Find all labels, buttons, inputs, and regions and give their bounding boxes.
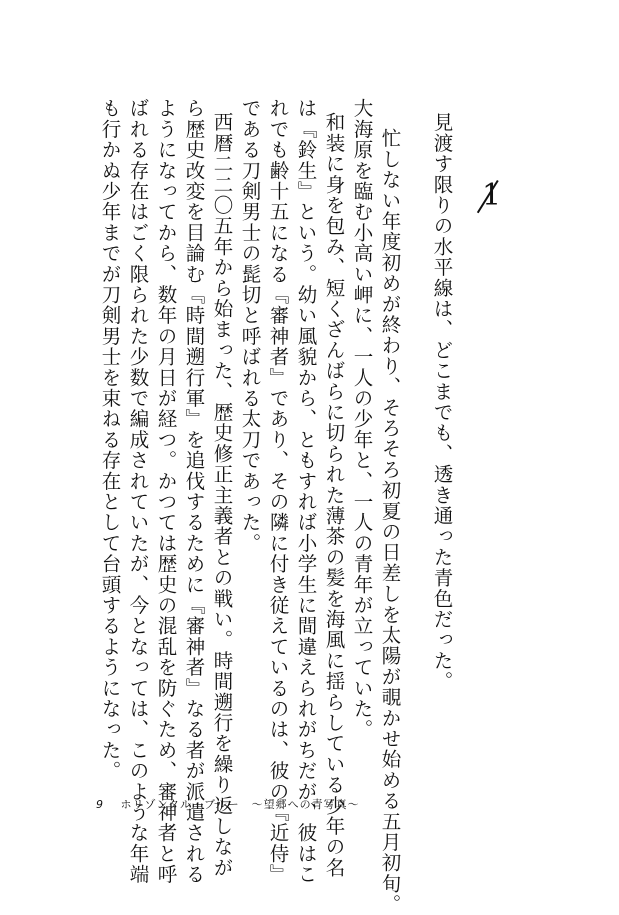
text-column-8: 西暦二二〇五年から始まった、歴史修正主義者との戦い。時間遡行を繰り返しなが (210, 112, 234, 878)
text-column-10: ようになってから、数年の月日が経つ。かつては歴史の混乱を防ぐため、審神者と呼 (154, 98, 178, 885)
chapter-number: 1 (482, 178, 504, 213)
text-column-11: ばれる存在はごく限られた少数で編成されていたが、今となっては、このような年端 (126, 98, 150, 885)
text-column-9: ら歴史改変を目論む『時間遡行軍』を追伐するために『審神者』なる者が派遣される (182, 98, 206, 885)
text-column-5: は『鈴生』という。幼い風貌から、ともすれば小学生に間違えられがちだが、彼はこ (294, 98, 318, 885)
text-column-6: れでも齢十五になる『審神者』であり、その隣に付き従えているのは、彼の『近侍』 (266, 98, 290, 885)
text-column-12: も行かぬ少年までが刀剣男士を束ねる存在として台頭するようになった。 (98, 98, 122, 782)
text-column-4: 和装に身を包み、短くざんばらに切られた薄茶の髪を海風に揺らしている少年の名 (322, 112, 346, 878)
text-column-1: 見渡す限りの水平線は、どこまでも、透き通った青色だった。 (430, 112, 454, 692)
page-footer (96, 796, 360, 812)
text-column-7: である刀剣男士の髭切と呼ばれる太刀であった。 (238, 98, 262, 554)
text-column-3: 大海原を臨む小高い岬に、一人の少年と、一人の青年が立っていた。 (350, 98, 374, 740)
running-title: ホリゾンタル・ブルー ～望郷への青写真～ (120, 798, 360, 811)
page-number: 9 (96, 798, 103, 811)
text-column-2: 忙しない年度初めが終わり、そろそろ初夏の日差しを太陽が覗かせ始める五月初旬。 (378, 128, 402, 915)
